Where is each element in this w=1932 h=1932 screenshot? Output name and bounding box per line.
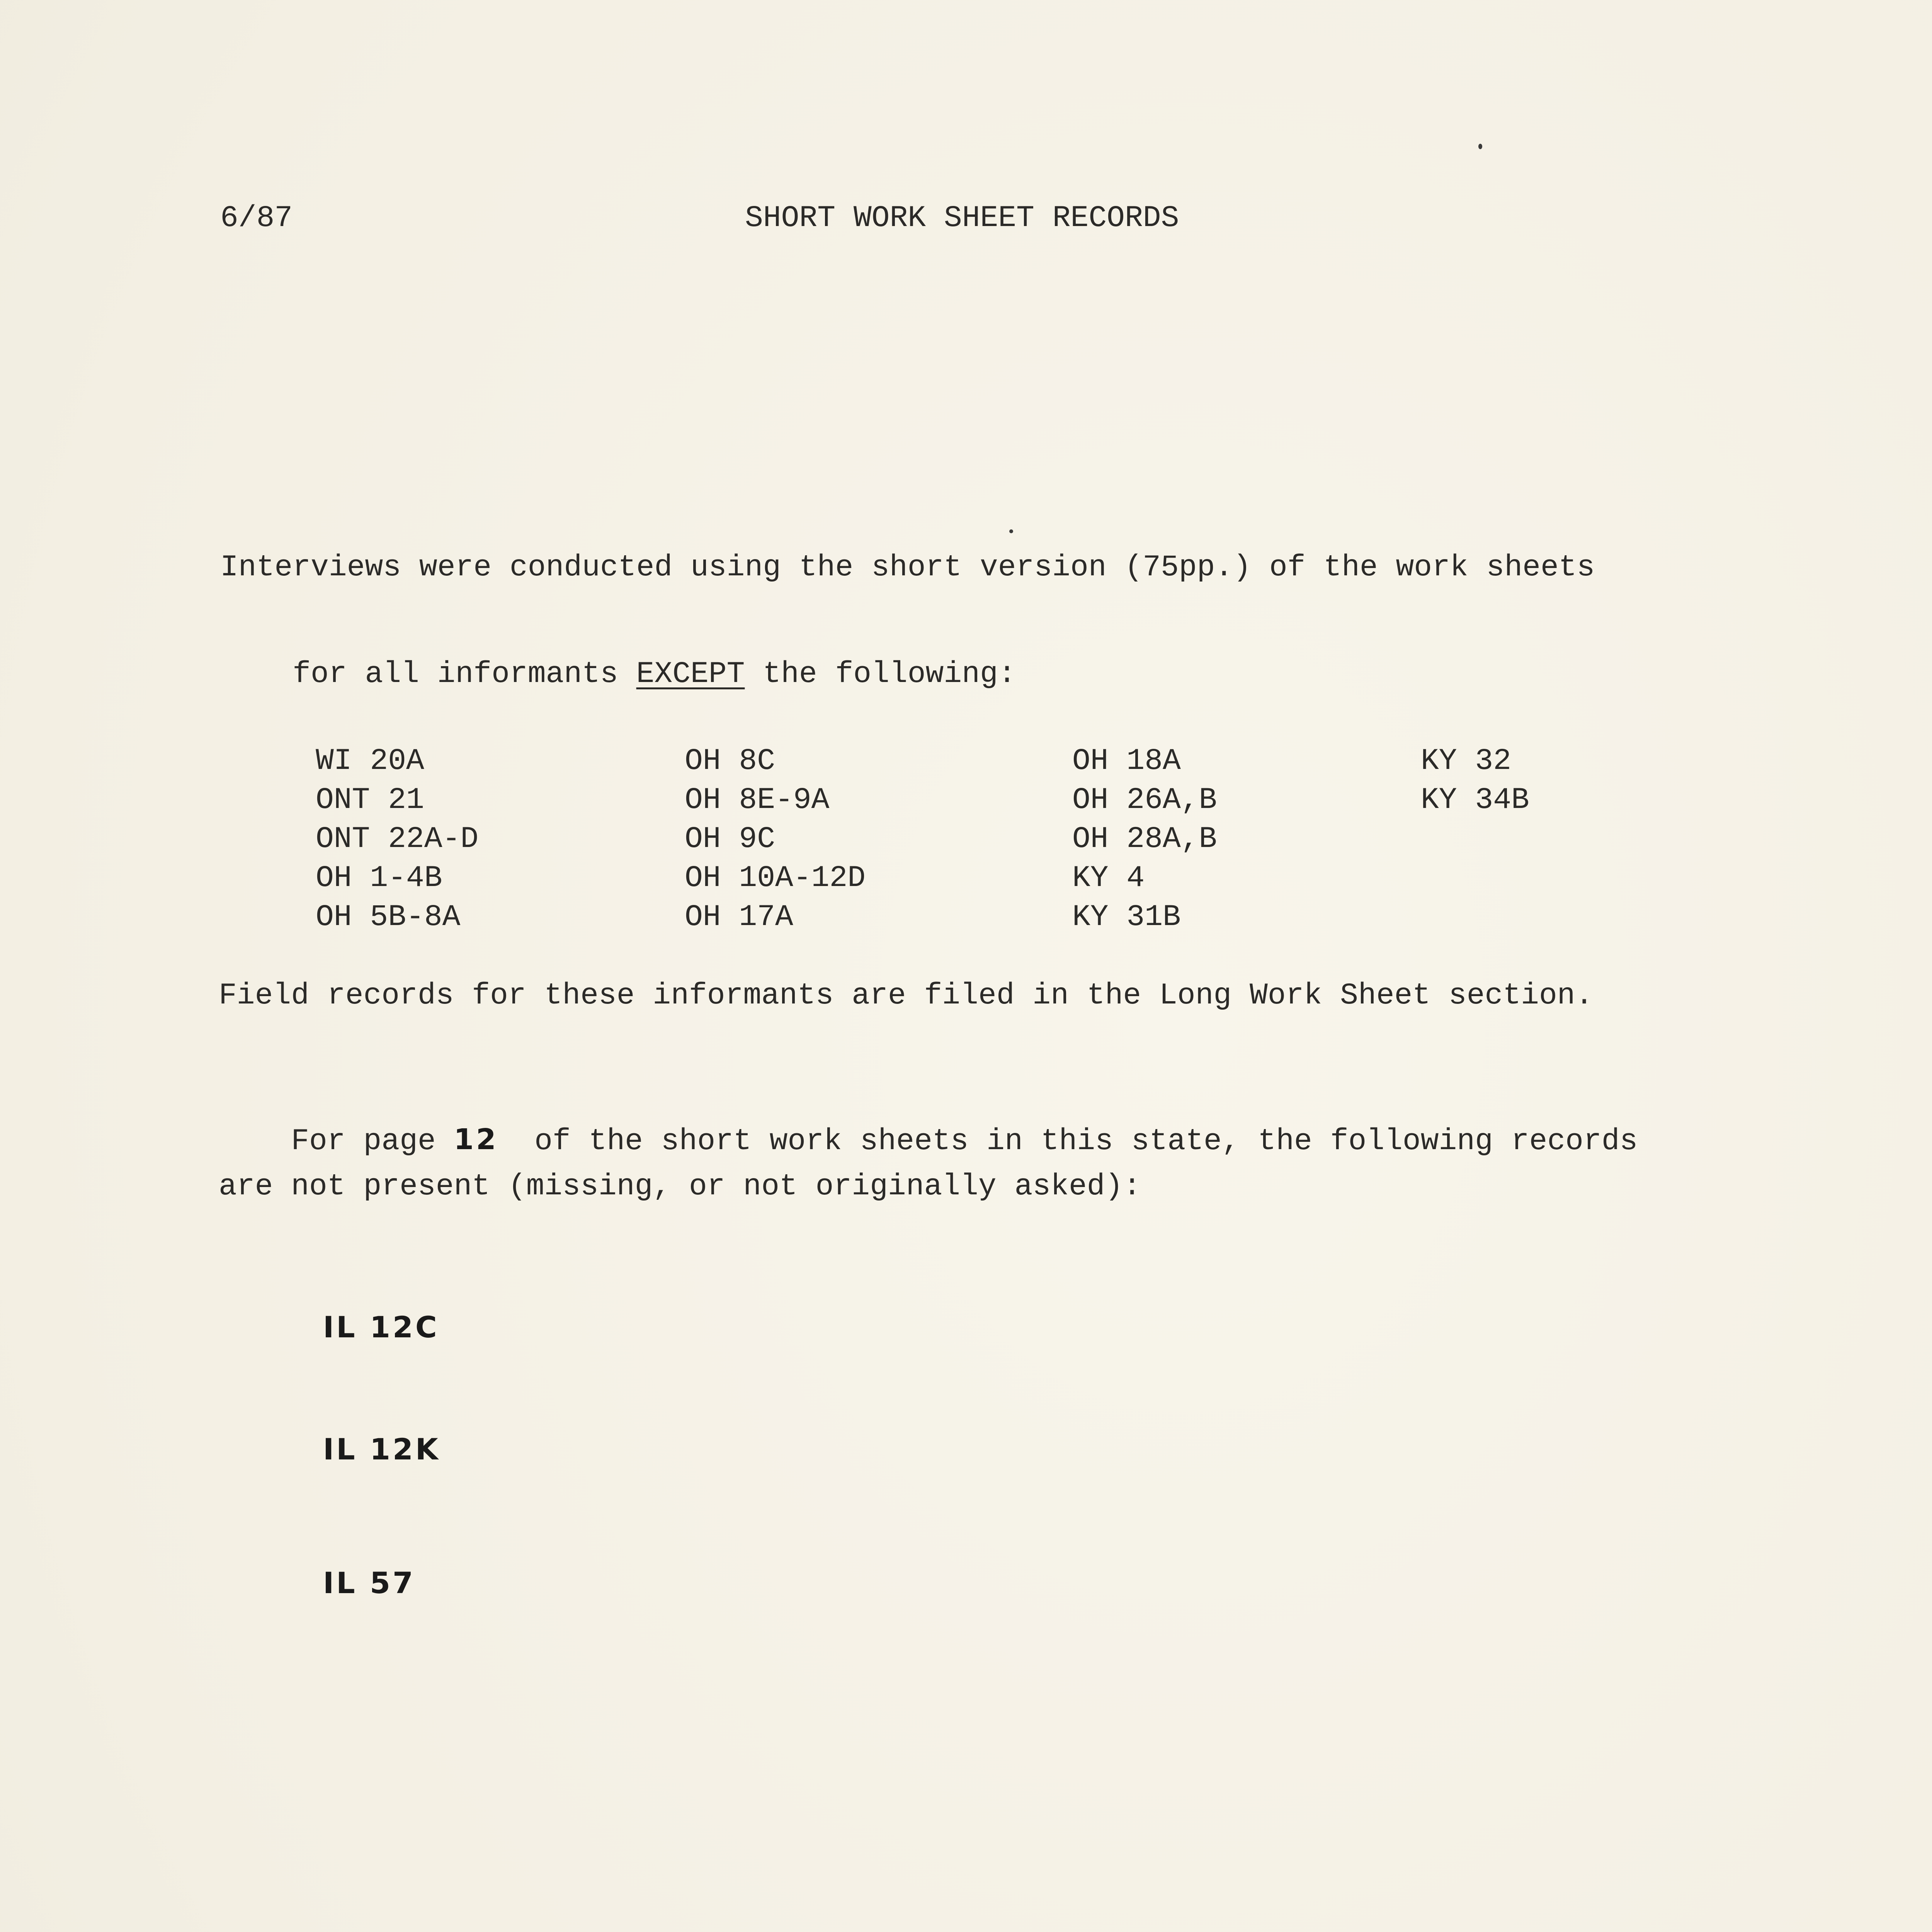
header-date: 6/87: [220, 201, 293, 235]
missing-record-item: IL 57: [323, 1566, 415, 1600]
paper-speck: [1009, 529, 1013, 533]
intro-line-2-before: for all informants: [293, 657, 636, 691]
page-note-prefix: For page: [291, 1124, 454, 1158]
intro-line-1: Interviews were conducted using the short version (75pp.) of the work sheets: [220, 551, 1595, 585]
page-note-line-2: are not present (missing, or not originally asked):: [219, 1170, 1141, 1204]
exception-item: OH 8E-9A: [685, 783, 830, 817]
exception-item: ONT 21: [316, 783, 424, 817]
exception-item: KY 4: [1072, 861, 1145, 895]
exception-item: OH 8C: [685, 744, 776, 778]
exception-item: OH 18A: [1072, 744, 1181, 778]
exception-item: ONT 22A-D: [316, 822, 479, 856]
exception-item: OH 28A,B: [1072, 822, 1217, 856]
exception-item: WI 20A: [316, 744, 424, 778]
missing-record-item: IL 12K: [323, 1432, 440, 1466]
exceptions-column-1: [316, 742, 478, 937]
paper-speck: [1478, 144, 1482, 149]
exceptions-column-4: [1421, 742, 1529, 820]
exception-item: OH 26A,B: [1072, 783, 1217, 817]
exceptions-column-2: [685, 742, 866, 937]
exception-item: OH 1-4B: [316, 861, 442, 895]
exception-item: OH 10A-12D: [685, 861, 866, 895]
exception-item: OH 9C: [685, 822, 776, 856]
page-note-suffix: of the short work sheets in this state, the following records: [498, 1124, 1638, 1158]
field-records-note: Field records for these informants are filed in the Long Work Sheet section.: [219, 979, 1594, 1013]
exception-item: KY 31B: [1072, 900, 1181, 934]
exception-item: OH 5B-8A: [316, 900, 461, 934]
handwritten-page-number: 12: [454, 1123, 498, 1156]
intro-line-2: [220, 629, 1016, 719]
page-title: SHORT WORK SHEET RECORDS: [745, 201, 1179, 235]
exception-item: KY 32: [1421, 744, 1512, 778]
exception-item: OH 17A: [685, 900, 793, 934]
exceptions-column-3: [1072, 742, 1217, 937]
exception-item: KY 34B: [1421, 783, 1529, 817]
intro-line-2-after: the following:: [745, 657, 1016, 691]
missing-record-item: IL 12C: [323, 1310, 439, 1344]
except-emphasis: EXCEPT: [636, 657, 745, 691]
